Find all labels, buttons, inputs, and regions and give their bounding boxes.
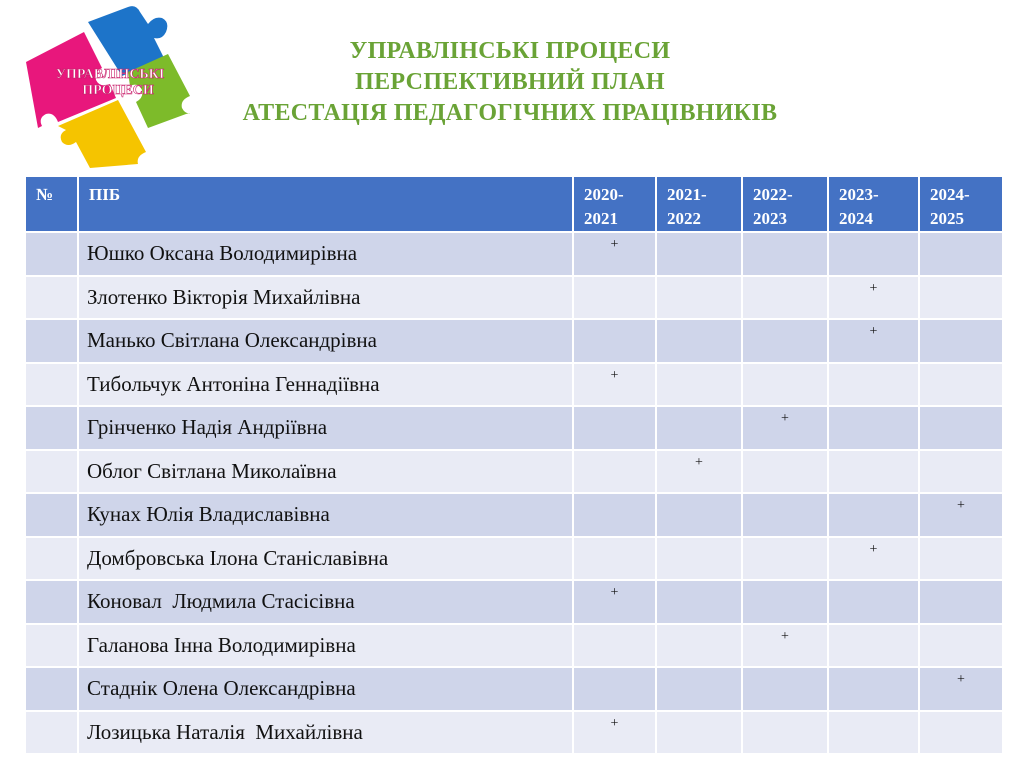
row-number-cell — [25, 450, 78, 494]
mark-cell: + — [573, 363, 656, 407]
teacher-name-cell: Юшко Оксана Володимирівна — [78, 232, 573, 276]
page-title — [190, 36, 830, 129]
row-number-cell — [25, 537, 78, 581]
teacher-name-cell: Галанова Інна Володимирівна — [78, 624, 573, 668]
row-number-cell — [25, 580, 78, 624]
column-header-year-2024 — [919, 176, 1003, 232]
mark-cell — [573, 493, 656, 537]
mark-cell — [656, 580, 742, 624]
mark-cell: + — [742, 406, 828, 450]
year-line1: 2024- — [930, 185, 970, 204]
year-line2: 2024 — [839, 209, 873, 228]
year-line2: 2022 — [667, 209, 701, 228]
mark-cell: + — [656, 450, 742, 494]
mark-cell — [828, 232, 919, 276]
mark-cell — [919, 537, 1003, 581]
teacher-name-cell: Манько Світлана Олександрівна — [78, 319, 573, 363]
table-row — [25, 624, 1003, 668]
mark-cell — [828, 667, 919, 711]
mark-cell — [742, 493, 828, 537]
attestation-table — [24, 175, 1004, 755]
mark-cell — [573, 276, 656, 320]
mark-cell — [573, 450, 656, 494]
mark-cell — [742, 667, 828, 711]
mark-cell — [919, 711, 1003, 755]
column-header-year-2020 — [573, 176, 656, 232]
table-row — [25, 319, 1003, 363]
mark-cell: + — [828, 319, 919, 363]
mark-cell — [656, 537, 742, 581]
table-row — [25, 667, 1003, 711]
mark-cell: + — [573, 711, 656, 755]
year-line2: 2021 — [584, 209, 618, 228]
mark-cell — [919, 319, 1003, 363]
mark-cell — [656, 232, 742, 276]
mark-cell — [573, 319, 656, 363]
mark-cell: + — [573, 580, 656, 624]
mark-cell — [919, 363, 1003, 407]
logo-text-line2: ПРОЦЕСИ — [82, 83, 154, 98]
column-header-year-2023 — [828, 176, 919, 232]
row-number-cell — [25, 493, 78, 537]
puzzle-logo — [18, 2, 190, 170]
mark-cell — [919, 406, 1003, 450]
mark-cell — [742, 580, 828, 624]
row-number-cell — [25, 711, 78, 755]
row-number-cell — [25, 276, 78, 320]
row-number-cell — [25, 319, 78, 363]
table-row — [25, 450, 1003, 494]
mark-cell: + — [828, 537, 919, 581]
table-row — [25, 363, 1003, 407]
table-row — [25, 711, 1003, 755]
row-number-cell — [25, 624, 78, 668]
mark-cell — [656, 711, 742, 755]
mark-cell — [742, 450, 828, 494]
mark-cell — [919, 232, 1003, 276]
mark-cell — [742, 319, 828, 363]
mark-cell — [828, 406, 919, 450]
mark-cell: + — [828, 276, 919, 320]
row-number-cell — [25, 232, 78, 276]
mark-cell — [828, 580, 919, 624]
mark-cell — [742, 711, 828, 755]
year-line2: 2025 — [930, 209, 964, 228]
year-line1: 2023- — [839, 185, 879, 204]
mark-cell: + — [919, 667, 1003, 711]
mark-cell — [828, 363, 919, 407]
row-number-cell — [25, 363, 78, 407]
mark-cell: + — [742, 624, 828, 668]
mark-cell — [656, 319, 742, 363]
column-header-name: ПІБ — [78, 176, 573, 232]
mark-cell — [919, 580, 1003, 624]
column-header-year-2022 — [742, 176, 828, 232]
mark-cell — [656, 624, 742, 668]
title-line-3: АТЕСТАЦІЯ ПЕДАГОГІЧНИХ ПРАЦІВНИКІВ — [242, 100, 778, 126]
row-number-cell — [25, 667, 78, 711]
puzzle-logo-icon — [18, 2, 190, 170]
teacher-name-cell: Грінченко Надія Андріївна — [78, 406, 573, 450]
mark-cell — [656, 493, 742, 537]
mark-cell — [828, 624, 919, 668]
table-row — [25, 276, 1003, 320]
row-number-cell — [25, 406, 78, 450]
mark-cell — [742, 276, 828, 320]
table-header-row — [25, 176, 1003, 232]
mark-cell — [742, 232, 828, 276]
mark-cell: + — [919, 493, 1003, 537]
mark-cell — [573, 624, 656, 668]
mark-cell — [656, 363, 742, 407]
mark-cell — [828, 450, 919, 494]
year-line1: 2020- — [584, 185, 624, 204]
teacher-name-cell: Тибольчук Антоніна Геннадіївна — [78, 363, 573, 407]
table-row — [25, 406, 1003, 450]
mark-cell — [742, 363, 828, 407]
teacher-name-cell: Лозицька Наталія Михайлівна — [78, 711, 573, 755]
mark-cell — [656, 406, 742, 450]
mark-cell — [919, 624, 1003, 668]
mark-cell: + — [573, 232, 656, 276]
table-row — [25, 537, 1003, 581]
mark-cell — [656, 276, 742, 320]
table-row — [25, 232, 1003, 276]
mark-cell — [742, 537, 828, 581]
column-header-number: № — [25, 176, 78, 232]
title-line-1: УПРАВЛІНСЬКІ ПРОЦЕСИ — [349, 38, 671, 64]
mark-cell — [919, 276, 1003, 320]
year-line2: 2023 — [753, 209, 787, 228]
table-row — [25, 493, 1003, 537]
mark-cell — [828, 493, 919, 537]
teacher-name-cell: Коновал Людмила Стасісівна — [78, 580, 573, 624]
mark-cell — [828, 711, 919, 755]
teacher-name-cell: Стаднік Олена Олександрівна — [78, 667, 573, 711]
teacher-name-cell: Кунах Юлія Владиславівна — [78, 493, 573, 537]
table-row — [25, 580, 1003, 624]
teacher-name-cell: Облог Світлана Миколаївна — [78, 450, 573, 494]
column-header-year-2021 — [656, 176, 742, 232]
mark-cell — [573, 406, 656, 450]
mark-cell — [573, 537, 656, 581]
mark-cell — [573, 667, 656, 711]
logo-text-line1: УПРАВЛІНСЬКІ — [55, 67, 165, 82]
year-line1: 2022- — [753, 185, 793, 204]
mark-cell — [656, 667, 742, 711]
teacher-name-cell: Злотенко Вікторія Михайлівна — [78, 276, 573, 320]
mark-cell — [919, 450, 1003, 494]
year-line1: 2021- — [667, 185, 707, 204]
teacher-name-cell: Домбровська Ілона Станіславівна — [78, 537, 573, 581]
title-line-2: ПЕРСПЕКТИВНИЙ ПЛАН — [355, 69, 665, 95]
